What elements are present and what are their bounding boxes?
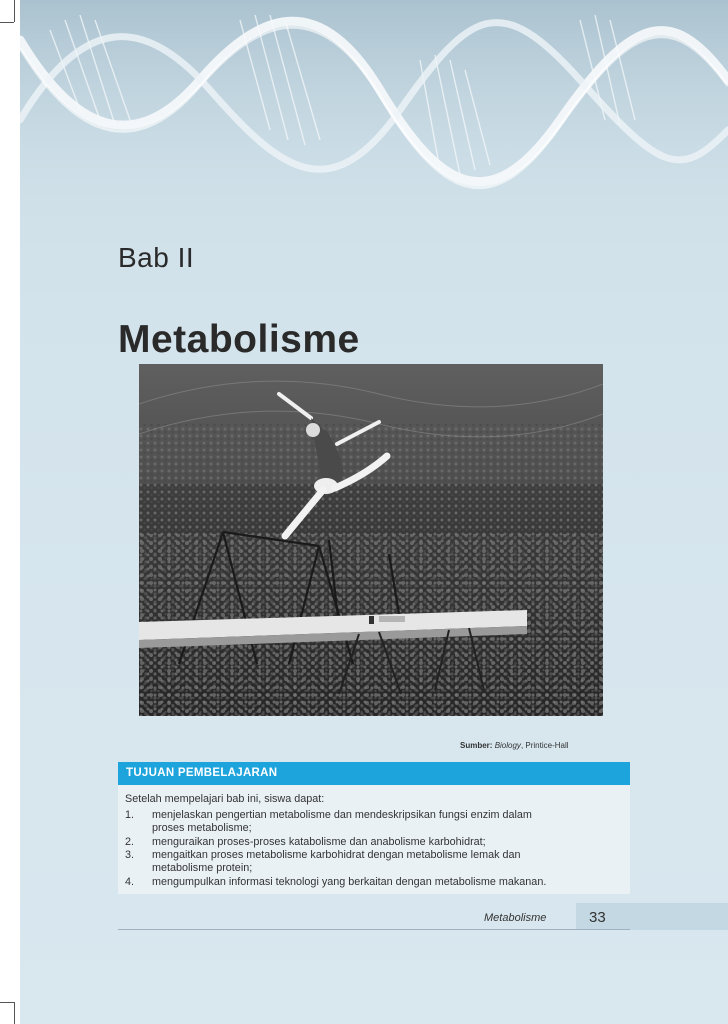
dna-helix-banner xyxy=(20,0,728,240)
goal-number: 3. xyxy=(125,849,135,861)
learning-goals-header xyxy=(118,762,630,785)
goal-number: 2. xyxy=(125,836,135,848)
crop-mark-bottom-vertical xyxy=(14,1002,15,1024)
gymnast-photo xyxy=(139,364,603,716)
book-page xyxy=(20,0,728,1024)
goal-number: 4. xyxy=(125,876,135,888)
source-publisher: Printice-Hall xyxy=(525,741,569,750)
footer-rule xyxy=(118,929,630,930)
goal-text: mengumpulkan informasi teknologi yang berkaitan dengan metabolisme makanan. xyxy=(152,876,547,888)
source-label: Sumber: xyxy=(460,741,493,750)
chapter-number: Bab II xyxy=(118,242,195,273)
running-footer-title: Metabolisme xyxy=(484,912,547,924)
goal-number: 1. xyxy=(125,809,135,821)
goal-text: mengaitkan proses metabolisme karbohidrat dengan metabolisme lemak dan xyxy=(152,849,521,861)
goal-text: metabolisme protein; xyxy=(152,862,253,874)
learning-goals-intro: Setelah mempelajari bab ini, siswa dapat: xyxy=(125,793,325,805)
page-number: 33 xyxy=(589,909,606,926)
crop-mark-bottom xyxy=(0,1002,14,1003)
goal-text: menguraikan proses-proses katabolisme dan anabolisme karbohidrat; xyxy=(152,836,486,848)
crop-mark-top-vertical xyxy=(14,0,15,22)
goal-text: menjelaskan pengertian metabolisme dan mendeskripsikan fungsi enzim dalam xyxy=(152,809,532,821)
goal-text: proses metabolisme; xyxy=(152,822,252,834)
chapter-title: Metabolisme xyxy=(118,318,360,361)
source-title: Biology xyxy=(494,741,521,750)
photo-source-caption: Sumber: Biology, Printice-Hall xyxy=(460,741,569,750)
learning-goals-title: TUJUAN PEMBELAJARAN xyxy=(126,767,278,779)
crop-mark-top xyxy=(0,22,14,23)
